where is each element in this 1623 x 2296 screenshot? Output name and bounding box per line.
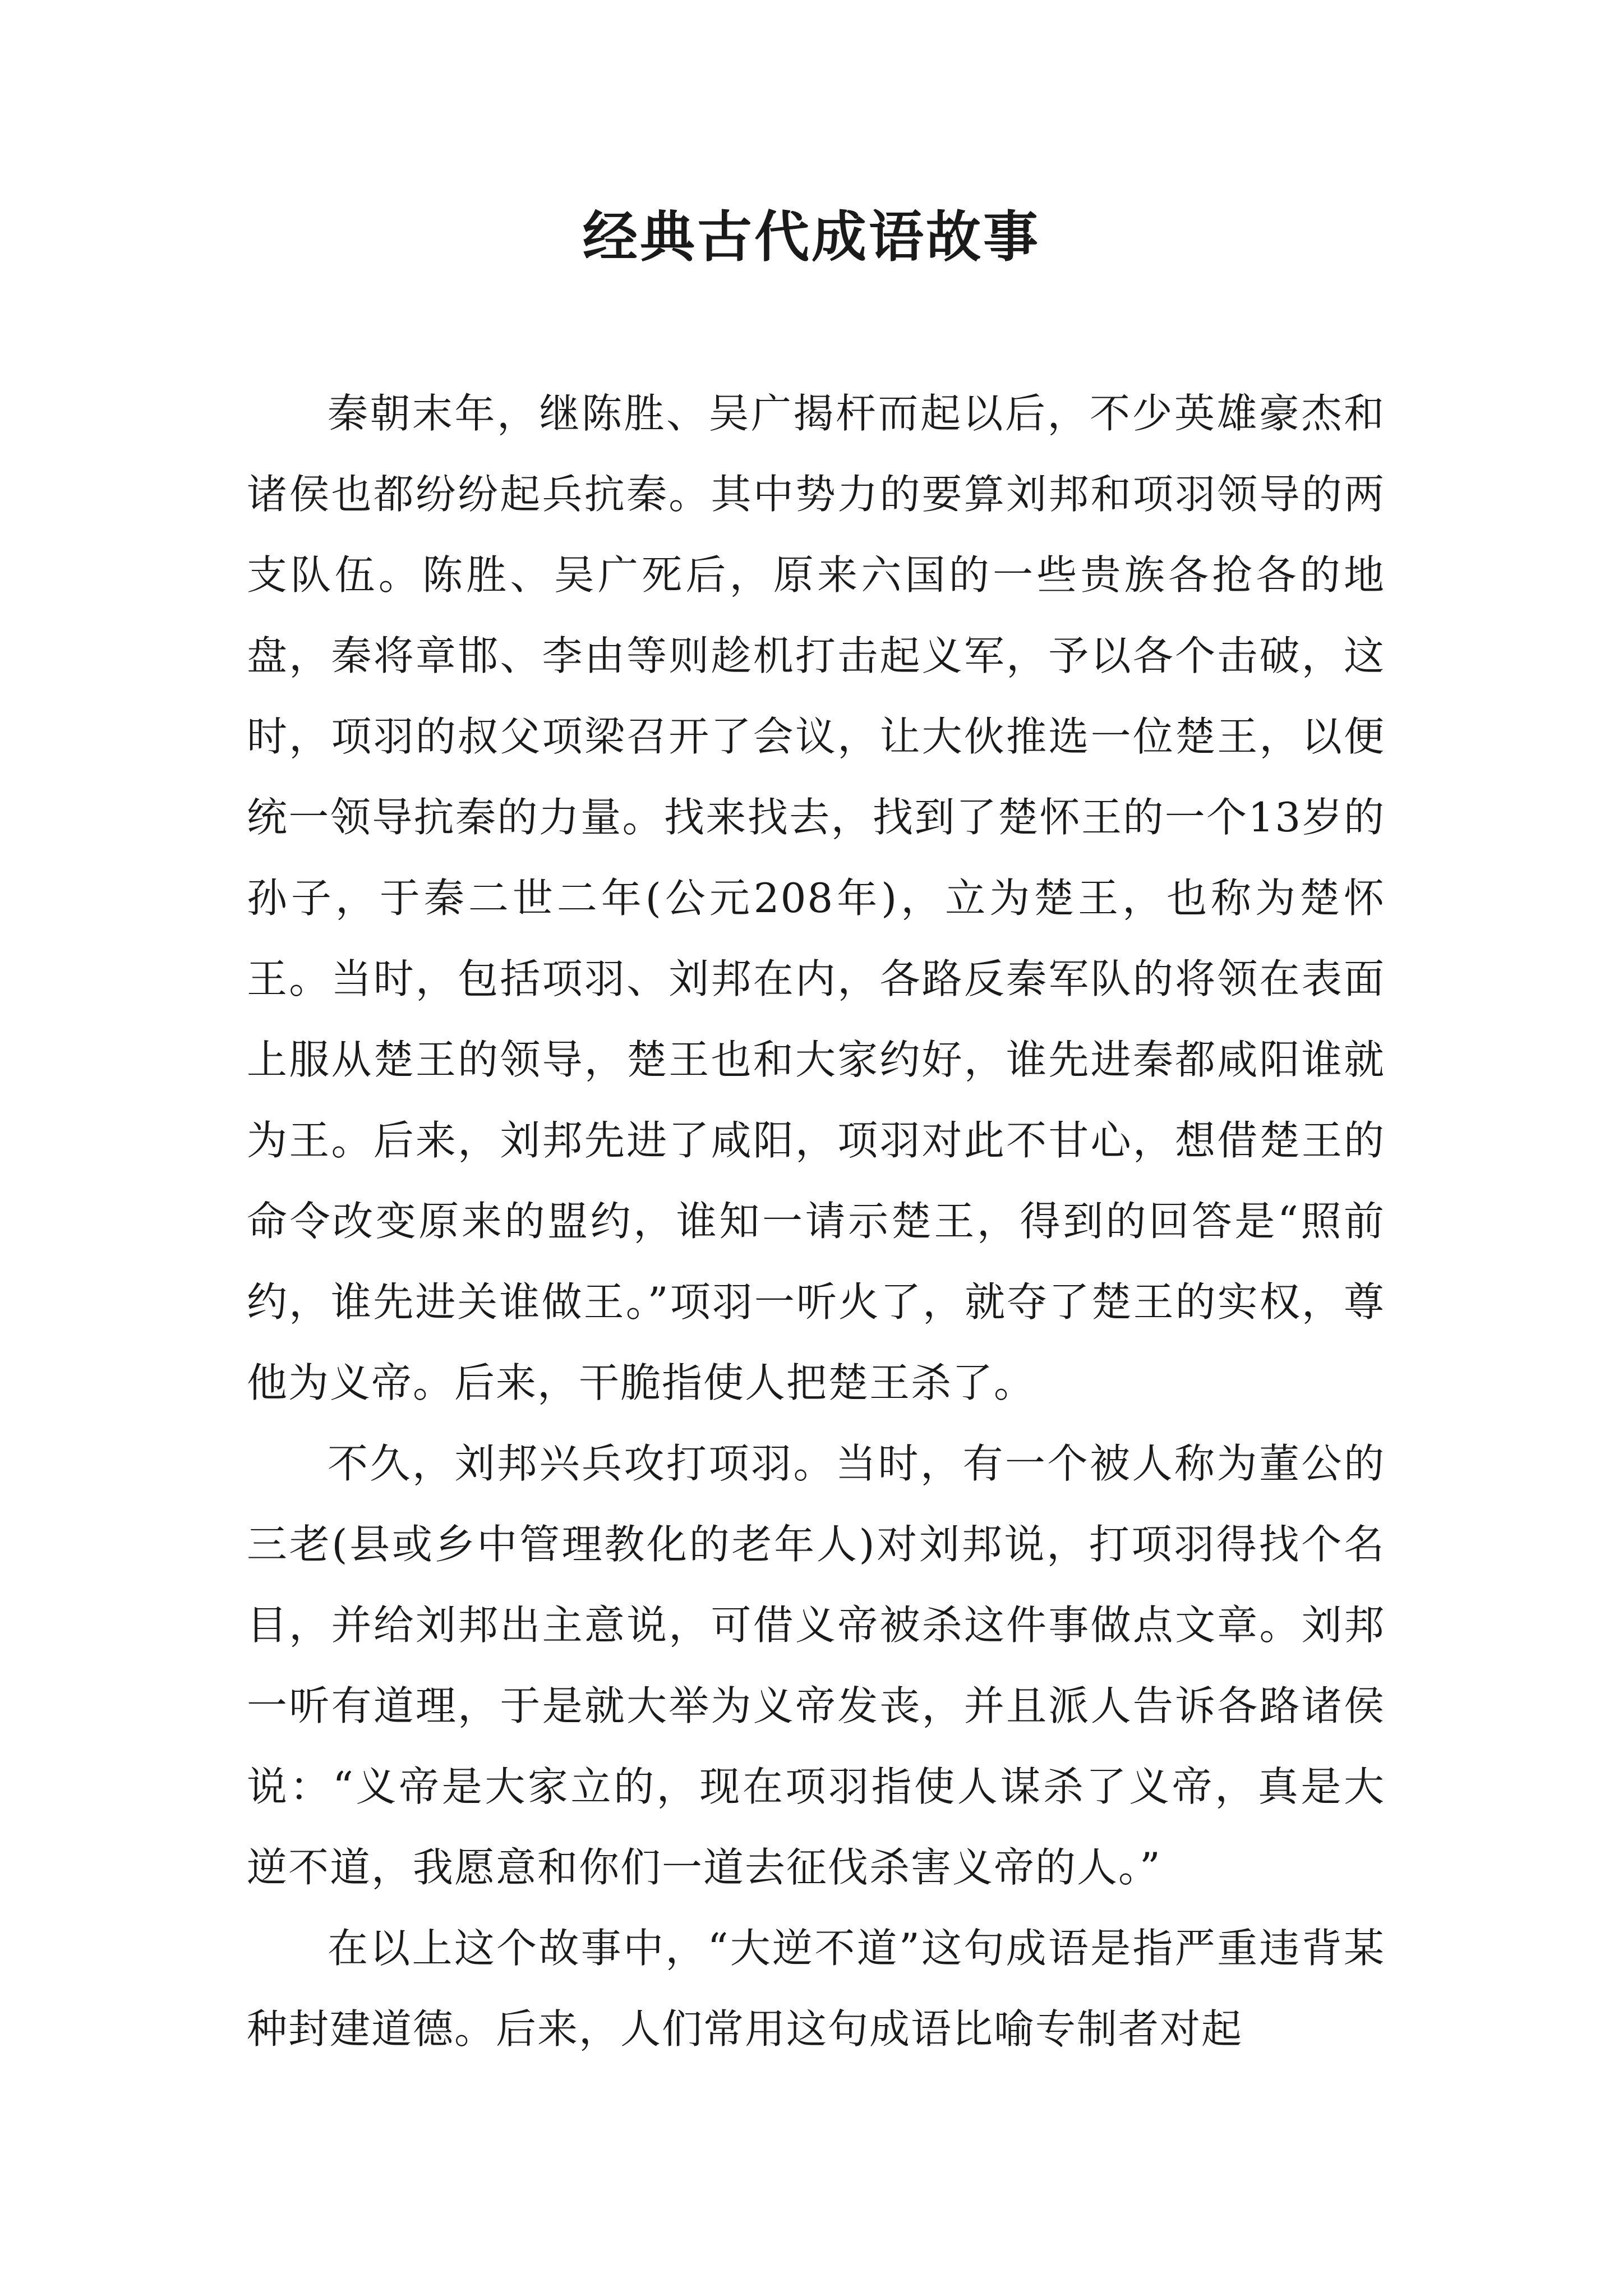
document-body: [247, 373, 1385, 2069]
document-title: 经典古代成语故事: [582, 205, 1040, 269]
paragraph-2: 不久，刘邦兴兵攻打项羽。当时，有一个被人称为董公的三老(县或乡中管理教化的老年人)对刘邦说，打项羽得找个名目，并给刘邦出主意说，可借义帝被杀这件事做点文章。刘邦一听有道理，于是就大举为义帝发丧，并且派人告诉各路诸侯说：“义帝是大家立的，现在项羽指使人谋杀了义帝，真是大逆不道，我愿意和你们一道去征伐杀害义帝的人。”: [247, 1440, 1385, 1891]
paragraph-1: 秦朝末年，继陈胜、吴广揭杆而起以后，不少英雄豪杰和诸侯也都纷纷起兵抗秦。其中势力的要算刘邦和项羽领导的两支队伍。陈胜、吴广死后，原来六国的一些贵族各抢各的地盘，秦将章邯、李由等则趁机打击起义军，予以各个击破，这时，项羽的叔父项梁召开了会议，让大伙推选一位楚王，以便统一领导抗秦的力量。找来找去，找到了楚怀王的一个13岁的孙子，于秦二世二年(公元208年)，立为楚王，也称为楚怀王。当时，包括项羽、刘邦在内，各路反秦军队的将领在表面上服从楚王的领导，楚王也和大家约好，谁先进秦都咸阳谁就为王。后来，刘邦先进了咸阳，项羽对此不甘心，想借楚王的命令改变原来的盟约，谁知一请示楚王，得到的回答是“照前约，谁先进关谁做王。”项羽一听火了，就夺了楚王的实权，尊他为义帝。后来，干脆指使人把楚王杀了。: [247, 390, 1385, 1406]
paragraph-3: 在以上这个故事中，“大逆不道”这句成语是指严重违背某种封建道德。后来，人们常用这句成语比喻专制者对起: [247, 1925, 1385, 2053]
